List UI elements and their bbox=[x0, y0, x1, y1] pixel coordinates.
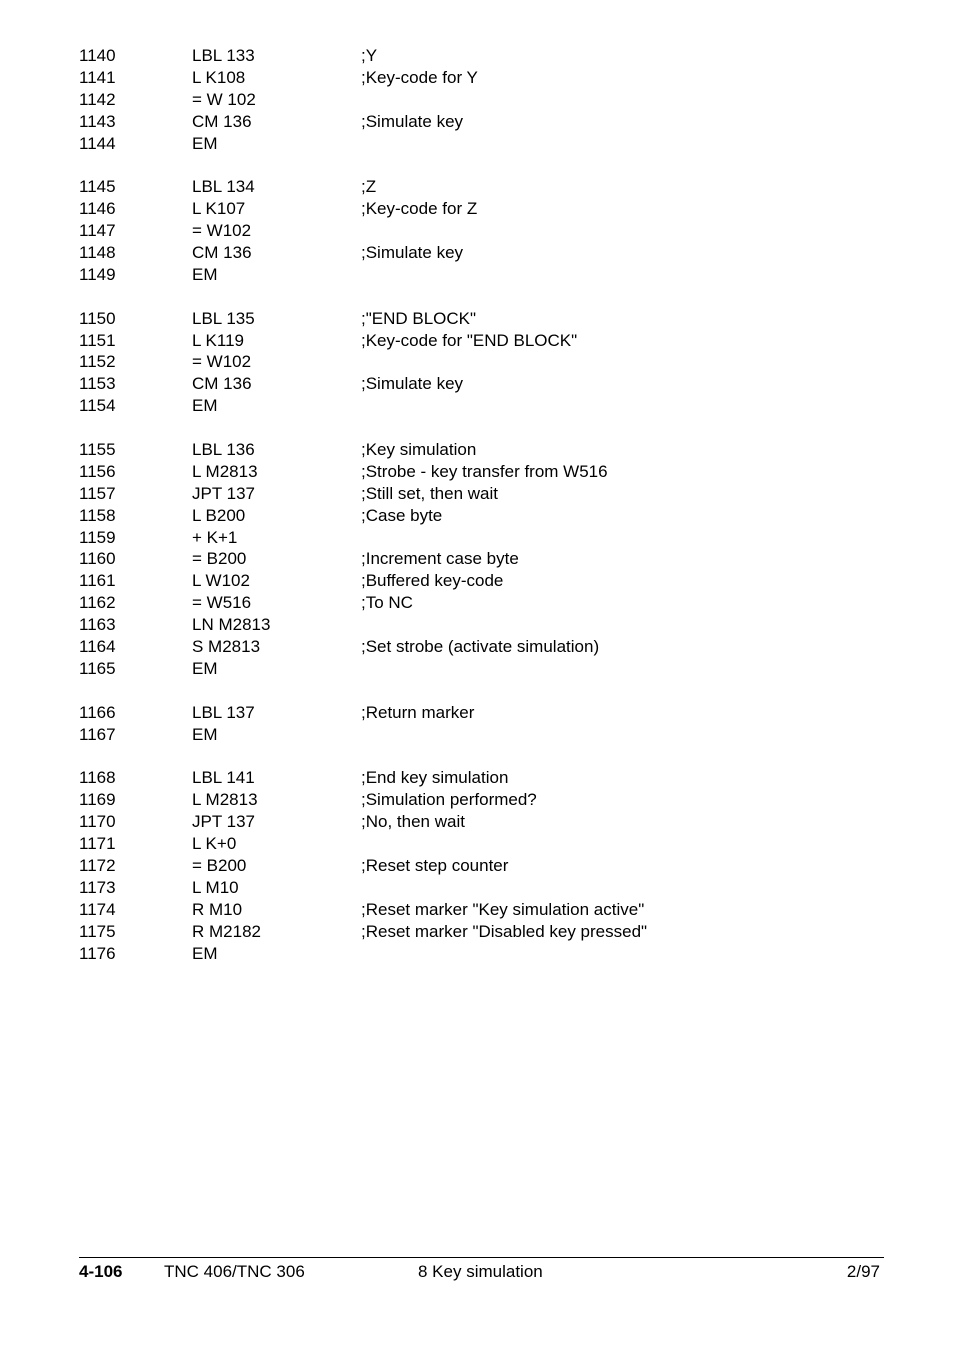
line-number: 1173 bbox=[79, 877, 116, 897]
line-number: 1154 bbox=[79, 396, 116, 416]
instruction: = B200 bbox=[192, 549, 247, 569]
code-line bbox=[79, 921, 899, 943]
instruction: EM bbox=[192, 133, 218, 153]
code-line bbox=[79, 67, 899, 89]
code-line bbox=[79, 527, 899, 549]
line-number: 1140 bbox=[79, 46, 116, 65]
code-line bbox=[79, 505, 899, 527]
line-number: 1166 bbox=[79, 702, 116, 722]
code-line bbox=[79, 899, 899, 921]
line-number: 1165 bbox=[79, 658, 116, 678]
code-line bbox=[79, 133, 899, 155]
code-block bbox=[79, 439, 899, 680]
instruction: = W102 bbox=[192, 352, 252, 372]
code-line bbox=[79, 636, 899, 658]
instruction: JPT 137 bbox=[192, 483, 256, 503]
page-number: 4-106 bbox=[79, 1262, 123, 1281]
line-number: 1156 bbox=[79, 461, 116, 481]
instruction: EM bbox=[192, 943, 218, 963]
code-line bbox=[79, 351, 899, 373]
comment: ;Simulate key bbox=[361, 243, 464, 263]
instruction: LBL 136 bbox=[192, 440, 255, 460]
line-number: 1159 bbox=[79, 527, 116, 547]
instruction: LBL 141 bbox=[192, 768, 255, 788]
instruction: LBL 137 bbox=[192, 702, 255, 722]
code-line bbox=[79, 943, 899, 965]
code-line bbox=[79, 833, 899, 855]
code-line bbox=[79, 767, 899, 789]
line-number: 1172 bbox=[79, 855, 116, 875]
line-number: 1168 bbox=[79, 768, 116, 788]
instruction: R M10 bbox=[192, 899, 243, 919]
instruction: EM bbox=[192, 724, 218, 744]
line-number: 1155 bbox=[79, 440, 116, 460]
comment: ;Buffered key-code bbox=[361, 571, 504, 591]
code-line bbox=[79, 45, 899, 67]
instruction: CM 136 bbox=[192, 243, 252, 263]
code-line bbox=[79, 789, 899, 811]
comment: ;Increment case byte bbox=[361, 549, 519, 569]
comment: ;Reset marker "Disabled key pressed" bbox=[361, 921, 648, 941]
line-number: 1174 bbox=[79, 899, 116, 919]
code-line bbox=[79, 855, 899, 877]
code-line bbox=[79, 614, 899, 636]
instruction: = W102 bbox=[192, 221, 252, 241]
code-line bbox=[79, 877, 899, 899]
comment: ;To NC bbox=[361, 593, 413, 613]
code-line bbox=[79, 89, 899, 111]
instruction: L M2813 bbox=[192, 790, 258, 810]
line-number: 1147 bbox=[79, 221, 116, 241]
instruction: EM bbox=[192, 396, 218, 416]
code-block bbox=[79, 176, 899, 285]
line-number: 1143 bbox=[79, 111, 116, 131]
code-line bbox=[79, 330, 899, 352]
code-line bbox=[79, 373, 899, 395]
line-number: 1151 bbox=[79, 330, 116, 350]
code-line bbox=[79, 176, 899, 198]
comment: ;"END BLOCK" bbox=[361, 308, 477, 328]
line-number: 1176 bbox=[79, 943, 116, 963]
code-line bbox=[79, 395, 899, 417]
instruction: = W516 bbox=[192, 593, 252, 613]
line-number: 1142 bbox=[79, 89, 116, 109]
code-line bbox=[79, 439, 899, 461]
instruction: L M2813 bbox=[192, 461, 258, 481]
instruction: LBL 135 bbox=[192, 308, 255, 328]
code-block bbox=[79, 767, 899, 964]
instruction: CM 136 bbox=[192, 374, 252, 394]
line-number: 1149 bbox=[79, 264, 116, 284]
page-footer bbox=[79, 1257, 884, 1288]
instruction: = W 102 bbox=[192, 89, 256, 109]
code-line bbox=[79, 811, 899, 833]
instruction: LN M2813 bbox=[192, 615, 271, 635]
line-number: 1162 bbox=[79, 593, 116, 613]
comment: ;Return marker bbox=[361, 702, 475, 722]
line-number: 1167 bbox=[79, 724, 116, 744]
comment: ;Key-code for Y bbox=[361, 67, 478, 87]
line-number: 1169 bbox=[79, 790, 116, 810]
instruction: L K108 bbox=[192, 67, 246, 87]
instruction: JPT 137 bbox=[192, 812, 256, 832]
instruction: LBL 133 bbox=[192, 46, 255, 65]
line-number: 1144 bbox=[79, 133, 116, 153]
instruction: L B200 bbox=[192, 505, 246, 525]
comment: ;Y bbox=[361, 46, 378, 65]
line-number: 1161 bbox=[79, 571, 116, 591]
line-number: 1157 bbox=[79, 483, 116, 503]
instruction: = B200 bbox=[192, 855, 247, 875]
code-line bbox=[79, 570, 899, 592]
line-number: 1170 bbox=[79, 812, 116, 832]
chapter-title: 8 Key simulation bbox=[418, 1262, 543, 1281]
edition-date: 2/97 bbox=[846, 1262, 880, 1281]
comment: ;Simulation performed? bbox=[361, 790, 537, 810]
code-line bbox=[79, 461, 899, 483]
line-number: 1160 bbox=[79, 549, 116, 569]
instruction: LBL 134 bbox=[192, 177, 255, 197]
comment: ;Key simulation bbox=[361, 440, 477, 460]
comment: ;Simulate key bbox=[361, 111, 464, 131]
code-line bbox=[79, 242, 899, 264]
comment: ;Case byte bbox=[361, 505, 443, 525]
comment: ;End key simulation bbox=[361, 768, 509, 788]
line-number: 1148 bbox=[79, 243, 116, 263]
code-line bbox=[79, 724, 899, 746]
code-block bbox=[79, 308, 899, 417]
instruction: L K119 bbox=[192, 330, 244, 350]
code-line bbox=[79, 198, 899, 220]
comment: ;Still set, then wait bbox=[361, 483, 499, 503]
line-number: 1164 bbox=[79, 637, 116, 657]
instruction: S M2813 bbox=[192, 637, 261, 657]
line-number: 1158 bbox=[79, 505, 116, 525]
code-line bbox=[79, 220, 899, 242]
code-line bbox=[79, 111, 899, 133]
line-number: 1141 bbox=[79, 67, 116, 87]
line-number: 1150 bbox=[79, 308, 116, 328]
code-line bbox=[79, 658, 899, 680]
instruction: EM bbox=[192, 264, 218, 284]
comment: ;Set strobe (activate simulation) bbox=[361, 637, 600, 657]
instruction: L W102 bbox=[192, 571, 250, 591]
comment: ;Simulate key bbox=[361, 374, 464, 394]
code-line bbox=[79, 702, 899, 724]
code-line bbox=[79, 483, 899, 505]
code-block bbox=[79, 45, 899, 154]
model-name: TNC 406/TNC 306 bbox=[164, 1262, 305, 1281]
instruction: R M2182 bbox=[192, 921, 261, 941]
code-block bbox=[79, 702, 899, 746]
line-number: 1153 bbox=[79, 374, 116, 394]
code-line bbox=[79, 264, 899, 286]
instruction: CM 136 bbox=[192, 111, 252, 131]
instruction: EM bbox=[192, 658, 218, 678]
comment: ;Reset marker "Key simulation active" bbox=[361, 899, 645, 919]
code-listing bbox=[79, 45, 899, 964]
instruction: L K+0 bbox=[192, 834, 237, 854]
line-number: 1145 bbox=[79, 177, 116, 197]
code-line bbox=[79, 308, 899, 330]
line-number: 1175 bbox=[79, 921, 116, 941]
instruction: + K+1 bbox=[192, 527, 238, 547]
comment: ;Reset step counter bbox=[361, 855, 509, 875]
comment: ;Key-code for Z bbox=[361, 199, 478, 219]
comment: ;Strobe - key transfer from W516 bbox=[361, 461, 608, 481]
instruction: L M10 bbox=[192, 877, 239, 897]
comment: ;Key-code for "END BLOCK" bbox=[361, 330, 578, 350]
code-line bbox=[79, 548, 899, 570]
line-number: 1146 bbox=[79, 199, 116, 219]
instruction: L K107 bbox=[192, 199, 246, 219]
line-number: 1163 bbox=[79, 615, 116, 635]
code-line bbox=[79, 592, 899, 614]
comment: ;No, then wait bbox=[361, 812, 465, 832]
comment: ;Z bbox=[361, 177, 377, 197]
line-number: 1171 bbox=[79, 834, 116, 854]
line-number: 1152 bbox=[79, 352, 116, 372]
